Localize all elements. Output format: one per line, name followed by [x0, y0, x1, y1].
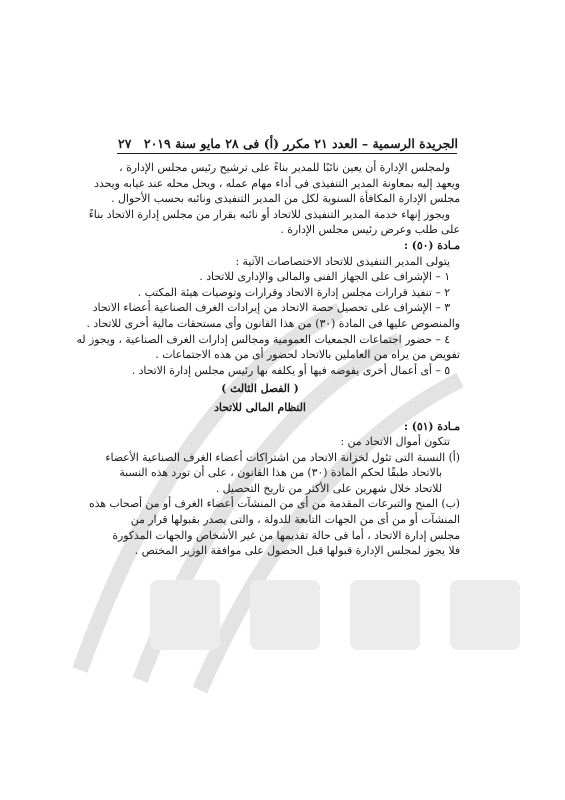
header-title: الجريدة الرسمية – العدد ٢١ مكرر (أ) فى ٢٨ مايو سنة ٢٠١٩ [143, 136, 458, 151]
list-item: ٢ – تنفيذ قرارات مجلس إدارة الاتحاد وقرارات وتوصيات هيئة المكتب . [137, 285, 450, 299]
list-item: ١ – الإشراف على الجهاز الفنى والمالى والإدارى للاتحاد . [199, 270, 450, 284]
list-item: ٤ – حضور اجتماعات الجمعيات العمومية ومجالس إدارات الغرف الصناعية ، ويجوز له [76, 332, 450, 346]
header-rule [117, 153, 457, 154]
text-line: تتكون أموال الاتحاد من : [340, 435, 450, 449]
text-line: ويجوز إنهاء خدمة المدير التنفيذى للاتحاد أو نائبه بقرار من مجلس إدارة الاتحاد بناءً [88, 207, 450, 221]
list-item: ٣ – الإشراف على تحصيل حصة الاتحاد من إيرادات الغرف الصناعية أعضاء الاتحاد [92, 301, 450, 315]
text-line: والمنصوص عليها فى المادة (٣٠) من هذا القانون وأى مستحقات مالية أخرى للاتحاد . [86, 316, 460, 330]
article-heading: مـادة (٥١) : [403, 419, 460, 433]
body-text [60, 160, 460, 559]
text-line: على طلب وعرض رئيس مجلس الإدارة . [280, 223, 460, 237]
text-line: للاتحاد خلال شهرين على الأكثر من تاريخ التحصيل . [215, 481, 442, 495]
text-line: المنشآت أو من أى من الجهات التابعة للدولة ، والتى يصدر بقبولها قرار من [130, 513, 460, 527]
text-line: ولمجلس الإدارة أن يعين نائبًا للمدير بناءً على ترشيح رئيس مجلس الإدارة ، [119, 161, 450, 174]
chapter-title: النظام المالى للاتحاد [214, 400, 306, 414]
text-line: فلا يجوز لمجلس الإدارة قبولها قبل الحصول على موافقة الوزير المختص . [134, 544, 460, 558]
text-line: تفويض من يراه من العاملين بالاتحاد لحضور أى من هذه الاجتماعات . [155, 348, 460, 362]
page-number: ٢٧ [118, 136, 132, 151]
page-header [118, 136, 458, 154]
chapter-heading: ( الفصل الثالث ) [221, 382, 299, 396]
text-line: بالاتحاد طبقًا لحكم المادة (٣٠) من هذا القانون ، على أن تورد هذه النسبة [119, 466, 442, 480]
text-line: ويعهد إليه بمعاونة المدير التنفيذى فى أداء مهام عمله ، ويحل محله عند غيابه ويحدد [94, 176, 460, 190]
list-item: (ب) المنح والتبرعات المقدمة من أى من المنشآت أعضاء الغرف أو من أصحاب هذه [88, 497, 460, 511]
text-line: مجلس إدارة الاتحاد ، أما فى حالة تقديمها من غير الأشخاص والجهات المذكورة [112, 528, 460, 542]
article-heading: مـادة (٥٠) : [403, 238, 460, 252]
list-item: ٥ – أى أعمال أخرى يفوضه فيها أو يكلفه بها رئيس مجلس إدارة الاتحاد . [131, 363, 450, 377]
text-line: مجلس الإدارة المكافأة السنوية لكل من المدير التنفيذى ونائبه بحسب الأحوال . [111, 192, 460, 206]
text-line: يتولى المدير التنفيذى للاتحاد الاختصاصات الآتية : [235, 254, 450, 268]
list-item: (أ) النسبة التى تئول لخزانة الاتحاد من اشتراكات أعضاء الغرف الصناعية الأعضاء [105, 450, 460, 464]
